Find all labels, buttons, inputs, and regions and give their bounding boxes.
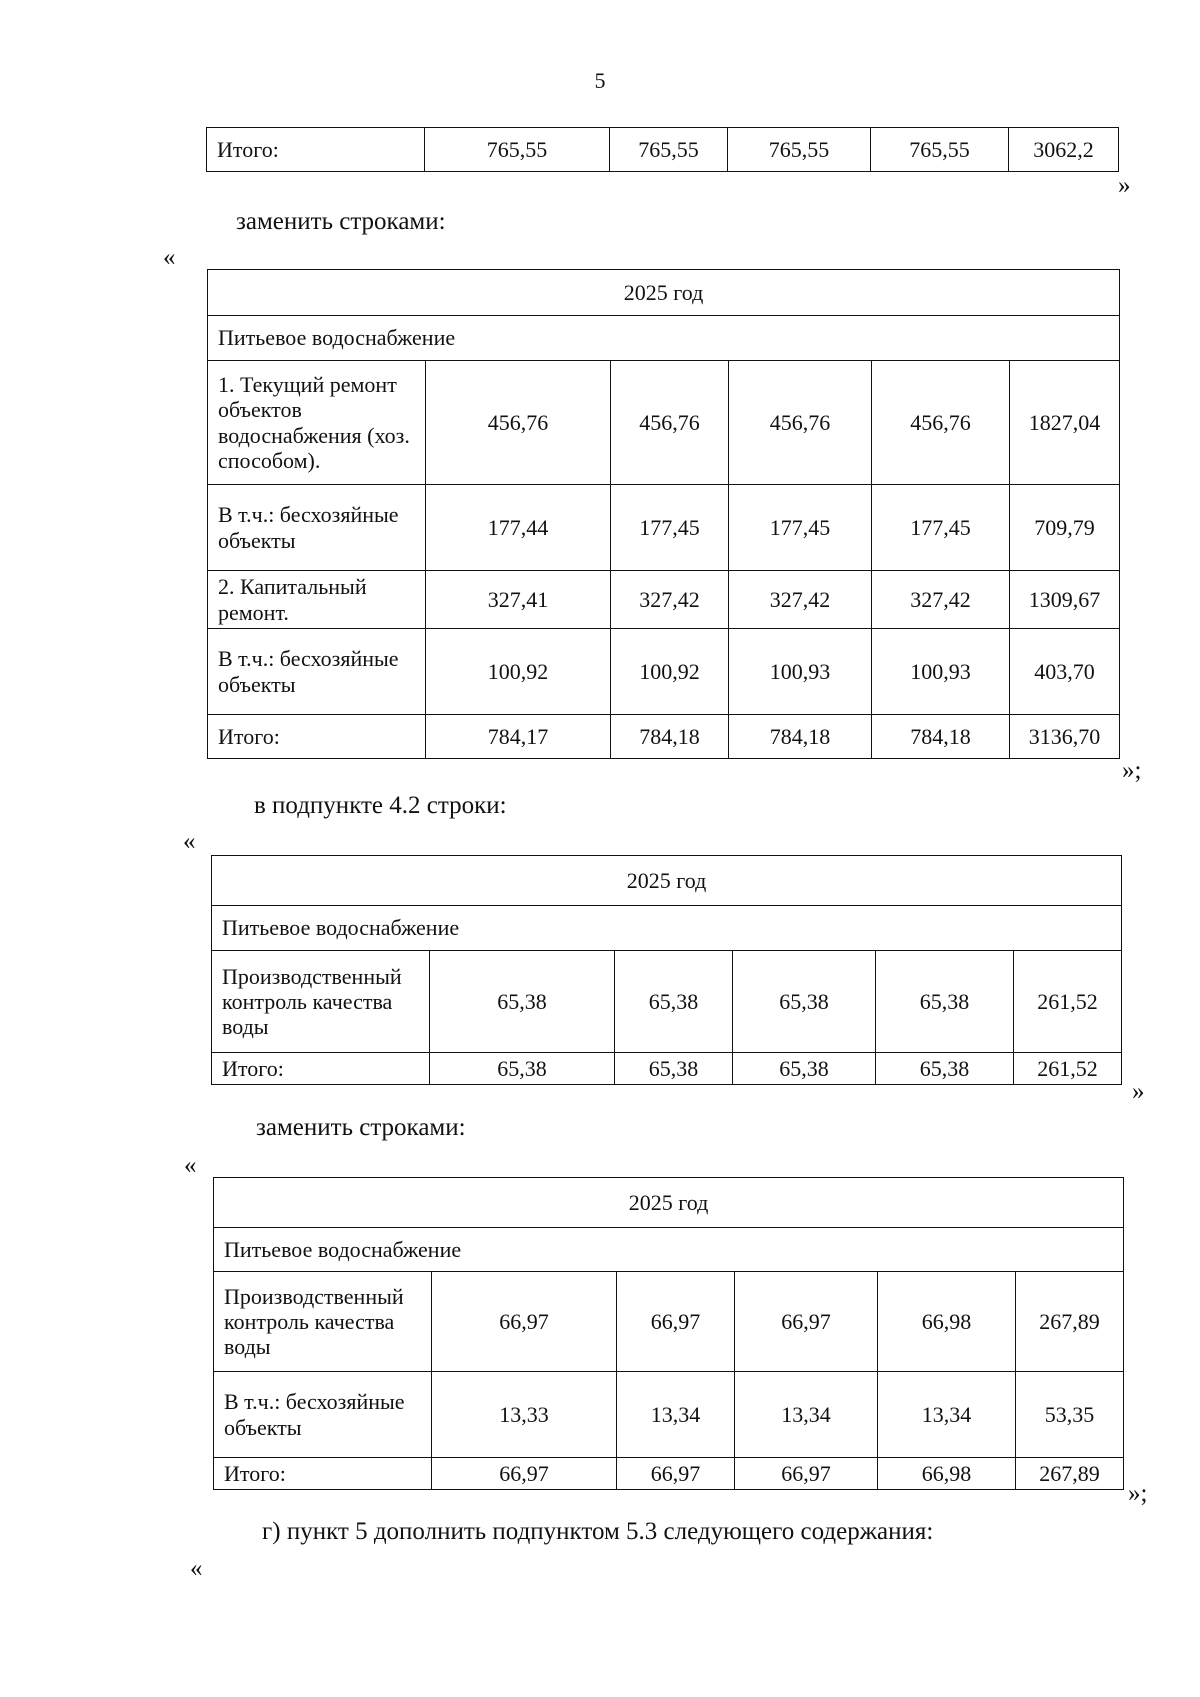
cell-value: 53,35: [1016, 1372, 1124, 1458]
cell-value: 65,38: [430, 1053, 615, 1085]
cell-value: 100,93: [729, 629, 872, 715]
cell-value: 784,17: [426, 715, 611, 759]
table-row: [212, 951, 1122, 1053]
table-row: [208, 361, 1120, 485]
cell-value: 403,70: [1010, 629, 1120, 715]
cell-value: 784,18: [729, 715, 872, 759]
cell-value: 765,55: [425, 128, 610, 172]
cell-value: 765,55: [728, 128, 871, 172]
row-label: В т.ч.: бесхозяйные объекты: [208, 629, 426, 715]
cell-value: 327,42: [872, 571, 1010, 629]
row-label: 2. Капитальный ремонт.: [208, 571, 426, 629]
cell-value: 267,89: [1016, 1272, 1124, 1372]
close-quote: »;: [1128, 1480, 1148, 1507]
cell-value: 13,34: [617, 1372, 735, 1458]
cell-value: 65,38: [876, 951, 1014, 1053]
instruction-text: заменить строками:: [256, 1114, 466, 1141]
cell-value: 784,18: [872, 715, 1010, 759]
table-water-supply-1: [207, 269, 1120, 759]
section-header: Питьевое водоснабжение: [214, 1228, 1124, 1272]
cell-value: 100,92: [611, 629, 729, 715]
section-header: Питьевое водоснабжение: [212, 906, 1122, 951]
cell-value: 65,38: [615, 951, 733, 1053]
cell-value: 66,98: [878, 1272, 1016, 1372]
cell-value: 177,44: [426, 485, 611, 571]
table-water-supply-2: [211, 855, 1122, 1085]
table-row: [214, 1372, 1124, 1458]
close-quote: »: [1118, 172, 1131, 199]
cell-value: 456,76: [729, 361, 872, 485]
close-quote: »: [1132, 1078, 1145, 1105]
cell-value: 66,97: [735, 1458, 878, 1490]
cell-value: 765,55: [871, 128, 1009, 172]
table-row: [207, 128, 1119, 172]
open-quote: «: [184, 1152, 197, 1179]
cell-value: 177,45: [872, 485, 1010, 571]
cell-value: 66,97: [617, 1458, 735, 1490]
table-row: [208, 485, 1120, 571]
row-label: Итого:: [208, 715, 426, 759]
cell-value: 65,38: [733, 951, 876, 1053]
row-label: Итого:: [207, 128, 425, 172]
cell-value: 100,92: [426, 629, 611, 715]
row-label: Итого:: [212, 1053, 430, 1085]
cell-value: 327,42: [729, 571, 872, 629]
row-label: 1. Текущий ремонт объектов водоснабжения (хоз. способом).: [208, 361, 426, 485]
table-row: [208, 270, 1120, 316]
cell-value: 3136,70: [1010, 715, 1120, 759]
cell-value: 13,34: [878, 1372, 1016, 1458]
cell-value: 65,38: [733, 1053, 876, 1085]
cell-value: 261,52: [1014, 951, 1122, 1053]
year-header: 2025 год: [208, 270, 1120, 316]
table-row: [214, 1178, 1124, 1228]
cell-value: 66,97: [432, 1272, 617, 1372]
cell-value: 261,52: [1014, 1053, 1122, 1085]
instruction-text: г) пункт 5 дополнить подпунктом 5.3 следующего содержания:: [262, 1518, 934, 1545]
table-row: [212, 906, 1122, 951]
cell-value: 709,79: [1010, 485, 1120, 571]
cell-value: 784,18: [611, 715, 729, 759]
cell-value: 65,38: [876, 1053, 1014, 1085]
cell-value: 66,97: [735, 1272, 878, 1372]
instruction-text: заменить строками:: [236, 208, 446, 235]
cell-value: 100,93: [872, 629, 1010, 715]
instruction-text: в подпункте 4.2 строки:: [254, 792, 507, 819]
table-row: [208, 629, 1120, 715]
table-row: [208, 715, 1120, 759]
page-number: 5: [594, 68, 606, 93]
cell-value: 456,76: [872, 361, 1010, 485]
cell-value: 66,97: [432, 1458, 617, 1490]
cell-value: 66,97: [617, 1272, 735, 1372]
year-header: 2025 год: [212, 856, 1122, 906]
table-row: [208, 571, 1120, 629]
table-row: [212, 856, 1122, 906]
cell-value: 765,55: [610, 128, 728, 172]
cell-value: 65,38: [615, 1053, 733, 1085]
cell-value: 66,98: [878, 1458, 1016, 1490]
table-row: [214, 1272, 1124, 1372]
close-quote: »;: [1122, 757, 1142, 784]
cell-value: 13,34: [735, 1372, 878, 1458]
open-quote: «: [190, 1555, 203, 1582]
cell-value: 65,38: [430, 951, 615, 1053]
cell-value: 456,76: [426, 361, 611, 485]
table-row: [214, 1228, 1124, 1272]
open-quote: «: [183, 828, 196, 855]
cell-value: 267,89: [1016, 1458, 1124, 1490]
open-quote: «: [163, 244, 176, 271]
table-row: [214, 1458, 1124, 1490]
section-header: Питьевое водоснабжение: [208, 316, 1120, 361]
cell-value: 13,33: [432, 1372, 617, 1458]
table-water-supply-3: [213, 1177, 1124, 1490]
cell-value: 327,41: [426, 571, 611, 629]
cell-value: 1827,04: [1010, 361, 1120, 485]
cell-value: 327,42: [611, 571, 729, 629]
row-label: В т.ч.: бесхозяйные объекты: [208, 485, 426, 571]
table-row: [212, 1053, 1122, 1085]
cell-value: 3062,2: [1009, 128, 1119, 172]
row-label: Производственный контроль качества воды: [212, 951, 430, 1053]
cell-value: 1309,67: [1010, 571, 1120, 629]
row-label: В т.ч.: бесхозяйные объекты: [214, 1372, 432, 1458]
table-itogo-old: [206, 127, 1119, 172]
cell-value: 456,76: [611, 361, 729, 485]
row-label: Производственный контроль качества воды: [214, 1272, 432, 1372]
cell-value: 177,45: [611, 485, 729, 571]
cell-value: 177,45: [729, 485, 872, 571]
table-row: [208, 316, 1120, 361]
row-label: Итого:: [214, 1458, 432, 1490]
year-header: 2025 год: [214, 1178, 1124, 1228]
